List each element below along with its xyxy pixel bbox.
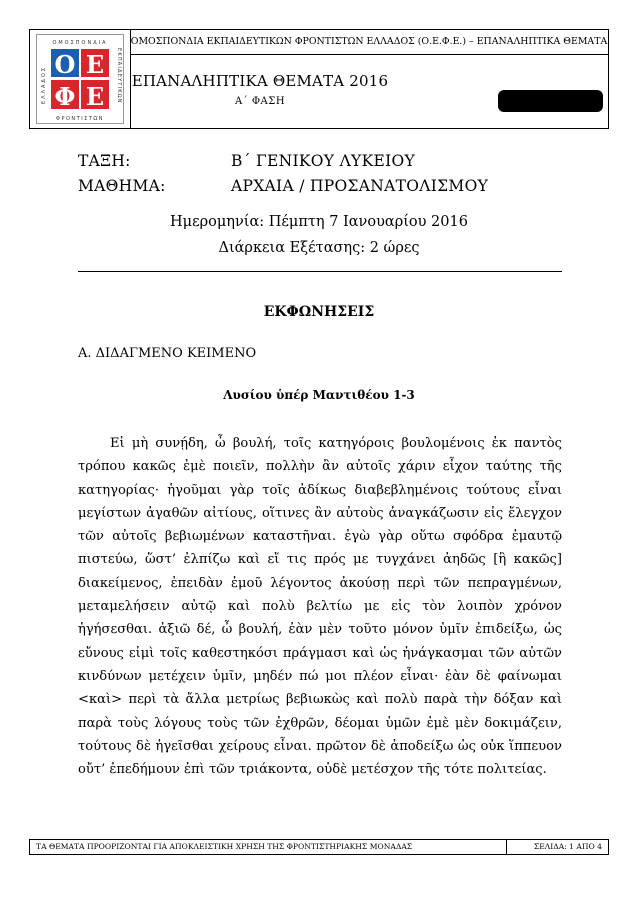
class-label: ΤΑΞΗ: (78, 152, 131, 170)
page-number: ΣΕΛΙΔΑ: 1 ΑΠΟ 4 (533, 842, 602, 851)
subject-value: ΑΡΧΑΙΑ / ΠΡΟΣΑΝΑΤΟΛΙΣΜΟΥ (231, 177, 489, 195)
passage-text: Εἰ μὴ συνῄδη, ὦ βουλή, τοῖς κατηγόροις βουλομένοις ἐκ παντὸς τρόπου κακῶς ἐμὲ ποιεῖν, πολλὴν ἂν αὐτοῖς χάριν εἶχον ταύτης τῆς κατηγορίας· ἡγοῦμαι γὰρ τοῖς ἀδίκως διαβεβλημένοις τούτους εἶναι μεγίστων ἀγαθῶν αἰτίους, οἵτινες ἂν αὐτοὺς ἀναγκάζωσιν εἰς ἔλεγχον τῶν αὐτοῖς βεβιωμένων καταστῆναι. ἐγὼ γὰρ οὕτω σφόδρα ἐμαυτῷ πιστεύω, ὥστ’ ἐλπίζω καὶ εἴ τις πρός με τυγχάνει ἀηδῶς [ἢ κακῶς] διακείμενος, ἐπειδὰν ἐμοῦ λέγοντος ἀκούσῃ περὶ τῶν πεπραγμένων, μεταμελήσειν αὐτῷ καὶ πολὺ βελτίω με εἰς τὸν λοιπὸν χρόνον ἡγήσεσθαι. ἀξιῶ δέ, ὦ βουλή, ἐὰν μὲν τοῦτο μόνον ὑμῖν ἐπιδείξω, ὡς εὔνους εἰμὶ τοῖς καθεστηκόσι πράγμασι καὶ ὡς ἠνάγκασμαι τῶν αὐτῶν κινδύνων μετέχειν ὑμῖν, μηδέν πώ μοι πλέον εἶναι· ἐὰν δὲ φαίνωμαι <καὶ> περὶ τὰ ἄλλα μετρίως βεβιωκὼς καὶ πολὺ παρὰ τὴν δόξαν καὶ παρὰ τοὺς λόγους τοὺς τῶν ἐχθρῶν, δέομαι ὑμῶν ἐμὲ μὲν δοκιμάζειν, τούτους δὲ ἡγεῖσθαι χείρους εἶναι. πρῶτον δὲ ἀποδείξω ὡς οὐκ ἵππευον οὔτ’ ἐπεδήμουν ἐπὶ τῶν τριάκοντα, οὐδὲ μετέσχον τῆς τότε πολιτείας. (78, 436, 562, 778)
passage-title: Λυσίου ὑπέρ Μαντιθέου 1-3 (223, 388, 415, 402)
exam-duration: Διάρκεια Εξέτασης: 2 ώρες (218, 240, 420, 256)
svg-text:Ε: Ε (85, 50, 105, 79)
svg-text:ΕΛΛΑΔΟΣ: ΕΛΛΑΔΟΣ (41, 66, 47, 104)
svg-text:ΟΜΟΣΠΟΝΔΙΑ: ΟΜΟΣΠΟΝΔΙΑ (52, 40, 108, 46)
footer-separator (506, 840, 507, 854)
exam-header (29, 29, 609, 129)
organization-name: ΟΜΟΣΠΟΝΔΙΑ ΕΚΠΑΙΔΕΥΤΙΚΩΝ ΦΡΟΝΤΙΣΤΩΝ ΕΛΛΑΔΟΣ (Ο.Ε.Φ.Ε.) – ΕΠΑΝΑΛΗΠΤΙΚΑ ΘΕΜΑΤΑ (130, 30, 608, 55)
oefe-logo (36, 34, 124, 124)
svg-text:Φ: Φ (54, 82, 76, 111)
logo-cell (30, 30, 131, 128)
class-row (78, 152, 416, 170)
exam-title: ΕΠΑΝΑΛΗΠΤΙΚΑ ΘΕΜΑΤΑ 2016 (131, 72, 389, 90)
title-block (130, 54, 390, 128)
svg-text:Ο: Ο (54, 50, 76, 79)
divider (78, 271, 562, 272)
subject-row (78, 177, 489, 195)
subject-label: ΜΑΘΗΜΑ: (78, 177, 166, 195)
exam-date: Ημερομηνία: Πέμπτη 7 Ιανουαρίου 2016 (170, 214, 468, 230)
svg-text:ΕΚΠΑΙΔΕΥΤΙΚΩΝ: ΕΚΠΑΙΔΕΥΤΙΚΩΝ (116, 48, 122, 104)
greek-passage (78, 432, 562, 781)
exam-phase: Α΄ ΦΑΣΗ (234, 96, 286, 107)
page-footer (29, 839, 609, 855)
class-value: Β΄ ΓΕΝΙΚΟΥ ΛΥΚΕΙΟΥ (231, 152, 416, 170)
questions-heading: ΕΚΦΩΝΗΣΕΙΣ (263, 304, 375, 320)
svg-text:Ε: Ε (85, 82, 105, 111)
svg-text:ΦΡΟΝΤΙΣΤΩΝ: ΦΡΟΝΤΙΣΤΩΝ (56, 116, 104, 122)
footer-notice: ΤΑ ΘΕΜΑΤΑ ΠΡΟΟΡΙΖΟΝΤΑΙ ΓΙΑ ΑΠΟΚΛΕΙΣΤΙΚΗ ΧΡΗΣΗ ΤΗΣ ΦΡΟΝΤΙΣΤΗΡΙΑΚΗΣ ΜΟΝΑΔΑΣ (36, 842, 413, 851)
redaction-box (498, 90, 603, 112)
section-title: Α. ΔΙΔΑΓΜΕΝΟ ΚΕΙΜΕΝΟ (78, 346, 257, 361)
